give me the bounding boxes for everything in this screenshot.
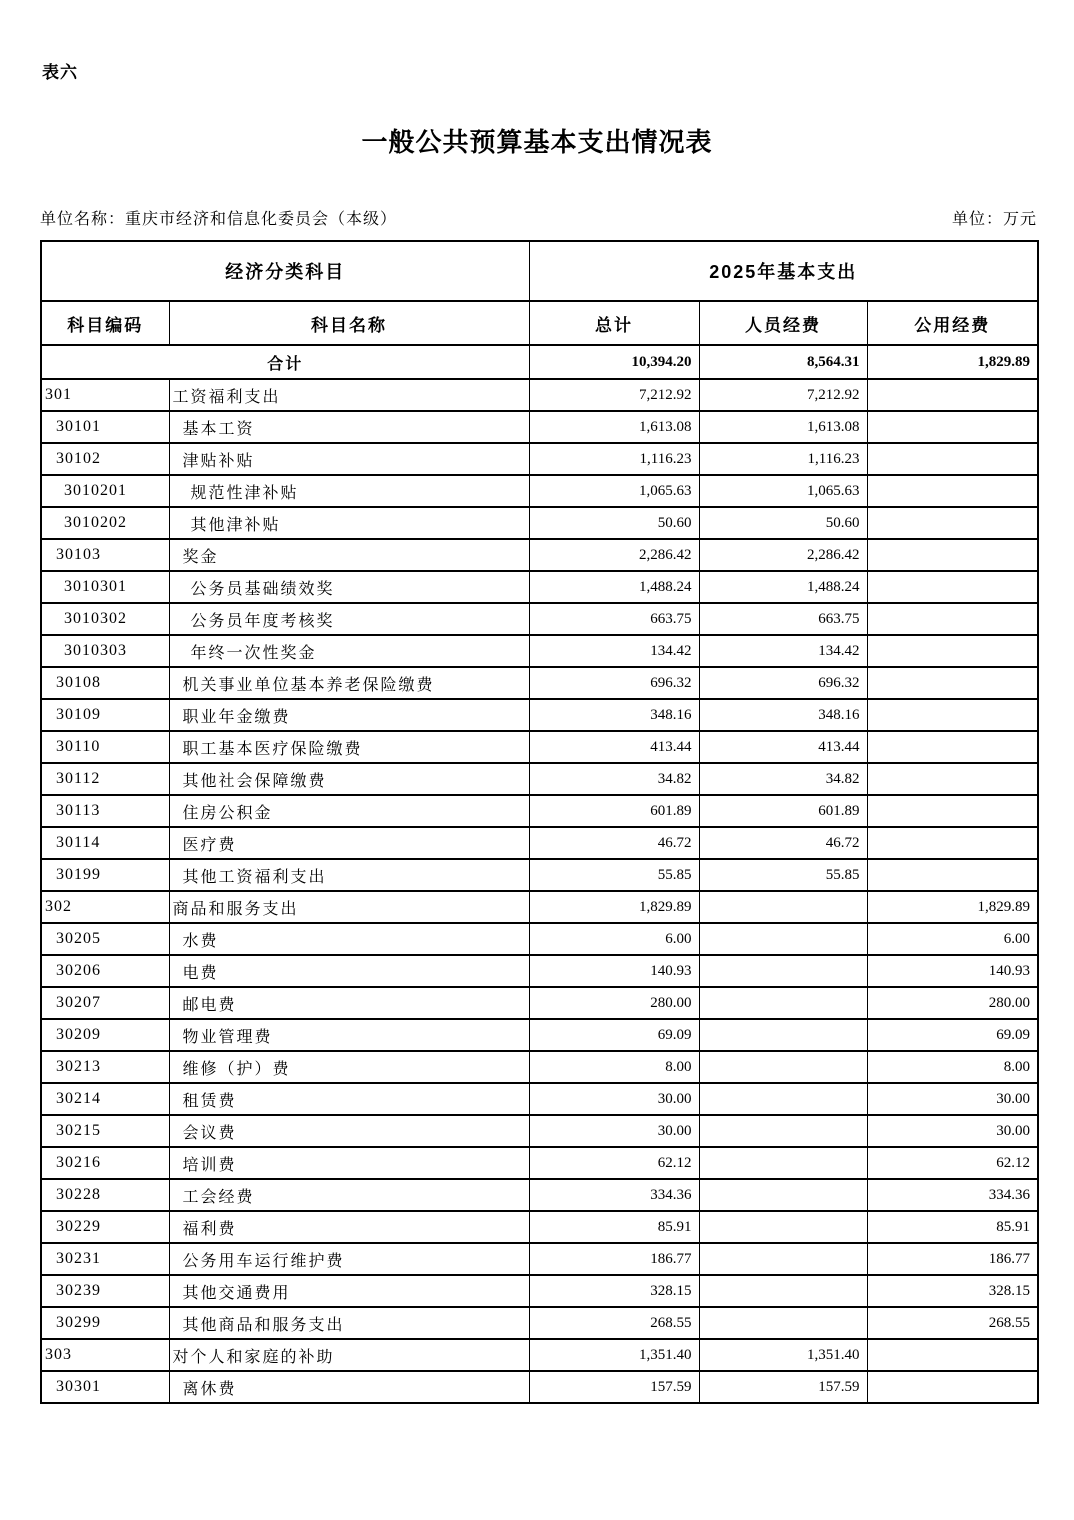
grand-total-label: 合计 [41,345,529,379]
cell-public-funds: 186.77 [867,1243,1038,1275]
cell-subject-name: 年终一次性奖金 [169,635,529,667]
cell-total: 30.00 [529,1115,699,1147]
cell-subject-code: 3010201 [41,475,169,507]
cell-total: 663.75 [529,603,699,635]
budget-table [40,240,1039,1404]
cell-personnel-funds: 663.75 [699,603,867,635]
cell-public-funds: 1,829.89 [867,891,1038,923]
cell-personnel-funds [699,1115,867,1147]
cell-public-funds [867,539,1038,571]
cell-subject-name: 津贴补贴 [169,443,529,475]
table-row [41,603,1038,635]
table-row [41,987,1038,1019]
cell-personnel-funds [699,1211,867,1243]
cell-total: 30.00 [529,1083,699,1115]
cell-public-funds [867,571,1038,603]
table-row [41,1211,1038,1243]
cell-total: 601.89 [529,795,699,827]
table-row [41,1019,1038,1051]
cell-public-funds: 85.91 [867,1211,1038,1243]
cell-subject-name: 工会经费 [169,1179,529,1211]
cell-public-funds [867,507,1038,539]
cell-personnel-funds [699,1179,867,1211]
cell-public-funds [867,411,1038,443]
table-row [41,635,1038,667]
cell-subject-code: 30114 [41,827,169,859]
cell-total: 85.91 [529,1211,699,1243]
column-header-total: 总计 [529,301,699,345]
cell-subject-code: 30109 [41,699,169,731]
cell-total: 55.85 [529,859,699,891]
cell-subject-name: 离休费 [169,1371,529,1403]
cell-personnel-funds [699,955,867,987]
cell-subject-name: 维修（护）费 [169,1051,529,1083]
cell-public-funds: 30.00 [867,1083,1038,1115]
cell-personnel-funds [699,1147,867,1179]
cell-public-funds [867,475,1038,507]
cell-personnel-funds: 413.44 [699,731,867,763]
cell-total: 62.12 [529,1147,699,1179]
cell-public-funds [867,1339,1038,1371]
table-row [41,507,1038,539]
cell-personnel-funds [699,987,867,1019]
cell-subject-code: 30239 [41,1275,169,1307]
cell-subject-code: 30199 [41,859,169,891]
cell-subject-code: 30231 [41,1243,169,1275]
cell-subject-name: 其他社会保障缴费 [169,763,529,795]
header-column-row [41,301,1038,345]
cell-subject-name: 会议费 [169,1115,529,1147]
cell-personnel-funds: 1,488.24 [699,571,867,603]
page-title: 一般公共预算基本支出情况表 [361,128,713,157]
cell-total: 2,286.42 [529,539,699,571]
cell-public-funds: 334.36 [867,1179,1038,1211]
cell-public-funds: 280.00 [867,987,1038,1019]
cell-public-funds [867,443,1038,475]
cell-personnel-funds: 7,212.92 [699,379,867,411]
table-row [41,475,1038,507]
cell-subject-name: 租赁费 [169,1083,529,1115]
header-group-row [41,241,1038,301]
cell-subject-name: 水费 [169,923,529,955]
cell-subject-code: 30112 [41,763,169,795]
cell-subject-name: 其他工资福利支出 [169,859,529,891]
cell-subject-code: 30102 [41,443,169,475]
cell-subject-code: 301 [41,379,169,411]
cell-personnel-funds: 134.42 [699,635,867,667]
table-row [41,667,1038,699]
cell-subject-code: 303 [41,1339,169,1371]
column-header-subject-name: 科目名称 [169,301,529,345]
column-header-public-funds: 公用经费 [867,301,1038,345]
table-row [41,1179,1038,1211]
cell-subject-name: 奖金 [169,539,529,571]
cell-personnel-funds: 601.89 [699,795,867,827]
cell-personnel-funds: 696.32 [699,667,867,699]
cell-subject-name: 工资福利支出 [169,379,529,411]
unit-name-label: 单位名称： [40,211,126,228]
cell-total: 50.60 [529,507,699,539]
cell-public-funds [867,763,1038,795]
cell-subject-code: 30103 [41,539,169,571]
cell-subject-name: 电费 [169,955,529,987]
grand-total-total: 10,394.20 [529,345,699,379]
cell-personnel-funds [699,1083,867,1115]
table-row [41,1275,1038,1307]
cell-subject-code: 3010202 [41,507,169,539]
cell-public-funds [867,603,1038,635]
cell-personnel-funds [699,1307,867,1339]
table-row [41,731,1038,763]
cell-total: 34.82 [529,763,699,795]
table-row [41,571,1038,603]
cell-subject-name: 职工基本医疗保险缴费 [169,731,529,763]
cell-personnel-funds: 46.72 [699,827,867,859]
cell-total: 1,488.24 [529,571,699,603]
cell-total: 157.59 [529,1371,699,1403]
cell-personnel-funds: 50.60 [699,507,867,539]
cell-public-funds [867,1371,1038,1403]
cell-total: 280.00 [529,987,699,1019]
cell-personnel-funds: 157.59 [699,1371,867,1403]
table-row [41,859,1038,891]
cell-personnel-funds: 348.16 [699,699,867,731]
cell-total: 8.00 [529,1051,699,1083]
cell-total: 1,065.63 [529,475,699,507]
cell-public-funds [867,667,1038,699]
cell-public-funds: 328.15 [867,1275,1038,1307]
cell-personnel-funds [699,1275,867,1307]
table-row [41,411,1038,443]
table-row [41,443,1038,475]
header-economic-classification: 经济分类科目 [41,241,529,301]
cell-subject-name: 邮电费 [169,987,529,1019]
grand-total-public: 1,829.89 [867,345,1038,379]
cell-subject-code: 3010303 [41,635,169,667]
table-row [41,379,1038,411]
unit-name [40,206,397,229]
cell-public-funds [867,859,1038,891]
cell-subject-name: 公务用车运行维护费 [169,1243,529,1275]
table-row [41,1339,1038,1371]
cell-subject-code: 302 [41,891,169,923]
cell-total: 328.15 [529,1275,699,1307]
currency-unit-label: 单位：万元 [951,211,1037,228]
cell-public-funds: 30.00 [867,1115,1038,1147]
unit-name-value: 重庆市经济和信息化委员会（本级） [125,211,398,228]
cell-subject-name: 福利费 [169,1211,529,1243]
cell-total: 46.72 [529,827,699,859]
cell-subject-code: 30113 [41,795,169,827]
cell-subject-code: 30108 [41,667,169,699]
cell-subject-code: 30214 [41,1083,169,1115]
column-header-subject-code: 科目编码 [41,301,169,345]
table-row [41,1115,1038,1147]
table-row [41,923,1038,955]
cell-subject-code: 3010302 [41,603,169,635]
cell-public-funds [867,699,1038,731]
table-row [41,539,1038,571]
table-row [41,1083,1038,1115]
cell-public-funds: 140.93 [867,955,1038,987]
cell-subject-code: 30110 [41,731,169,763]
cell-personnel-funds [699,1243,867,1275]
cell-public-funds [867,827,1038,859]
cell-subject-code: 30216 [41,1147,169,1179]
cell-subject-name: 职业年金缴费 [169,699,529,731]
cell-subject-code: 30215 [41,1115,169,1147]
cell-subject-name: 医疗费 [169,827,529,859]
cell-subject-name: 公务员年度考核奖 [169,603,529,635]
table-row [41,763,1038,795]
table-row [41,1371,1038,1403]
cell-subject-name: 培训费 [169,1147,529,1179]
subtitle-row [40,206,1037,229]
cell-total: 1,116.23 [529,443,699,475]
cell-public-funds [867,635,1038,667]
table-row [41,827,1038,859]
table-row [41,891,1038,923]
table-row [41,1307,1038,1339]
cell-total: 334.36 [529,1179,699,1211]
cell-public-funds: 8.00 [867,1051,1038,1083]
cell-personnel-funds: 1,613.08 [699,411,867,443]
cell-personnel-funds: 2,286.42 [699,539,867,571]
cell-subject-name: 其他交通费用 [169,1275,529,1307]
cell-subject-name: 公务员基础绩效奖 [169,571,529,603]
cell-total: 69.09 [529,1019,699,1051]
cell-subject-code: 3010301 [41,571,169,603]
cell-total: 348.16 [529,699,699,731]
cell-subject-name: 基本工资 [169,411,529,443]
cell-subject-code: 30301 [41,1371,169,1403]
cell-subject-code: 30229 [41,1211,169,1243]
grand-total-row [41,345,1038,379]
cell-subject-name: 住房公积金 [169,795,529,827]
table-row [41,1147,1038,1179]
table-number-label: 表六 [42,63,78,82]
cell-subject-name: 规范性津补贴 [169,475,529,507]
table-row [41,699,1038,731]
cell-subject-name: 物业管理费 [169,1019,529,1051]
cell-personnel-funds [699,1051,867,1083]
header-2025-basic-expenditure: 2025年基本支出 [529,241,1038,301]
table-row [41,795,1038,827]
cell-public-funds [867,731,1038,763]
cell-subject-code: 30206 [41,955,169,987]
table-body [41,345,1038,1403]
cell-public-funds: 268.55 [867,1307,1038,1339]
cell-personnel-funds: 55.85 [699,859,867,891]
cell-subject-name: 其他津补贴 [169,507,529,539]
cell-personnel-funds [699,1019,867,1051]
cell-total: 268.55 [529,1307,699,1339]
cell-total: 1,351.40 [529,1339,699,1371]
cell-public-funds [867,379,1038,411]
grand-total-personnel: 8,564.31 [699,345,867,379]
cell-total: 696.32 [529,667,699,699]
cell-subject-code: 30205 [41,923,169,955]
cell-total: 7,212.92 [529,379,699,411]
cell-total: 6.00 [529,923,699,955]
cell-total: 1,613.08 [529,411,699,443]
cell-personnel-funds: 1,116.23 [699,443,867,475]
cell-subject-code: 30209 [41,1019,169,1051]
cell-subject-code: 30213 [41,1051,169,1083]
cell-personnel-funds [699,923,867,955]
table-row [41,1243,1038,1275]
cell-subject-name: 其他商品和服务支出 [169,1307,529,1339]
table-row [41,955,1038,987]
cell-public-funds: 69.09 [867,1019,1038,1051]
cell-subject-code: 30207 [41,987,169,1019]
cell-personnel-funds [699,891,867,923]
cell-subject-code: 30228 [41,1179,169,1211]
cell-subject-code: 30299 [41,1307,169,1339]
cell-public-funds: 62.12 [867,1147,1038,1179]
cell-personnel-funds: 34.82 [699,763,867,795]
cell-total: 1,829.89 [529,891,699,923]
cell-subject-name: 对个人和家庭的补助 [169,1339,529,1371]
cell-total: 413.44 [529,731,699,763]
cell-subject-code: 30101 [41,411,169,443]
cell-total: 186.77 [529,1243,699,1275]
cell-public-funds: 6.00 [867,923,1038,955]
cell-total: 134.42 [529,635,699,667]
cell-subject-name: 商品和服务支出 [169,891,529,923]
column-header-personnel-funds: 人员经费 [699,301,867,345]
table-header [41,241,1038,345]
table-row [41,1051,1038,1083]
cell-subject-name: 机关事业单位基本养老保险缴费 [169,667,529,699]
cell-personnel-funds: 1,351.40 [699,1339,867,1371]
cell-public-funds [867,795,1038,827]
cell-total: 140.93 [529,955,699,987]
cell-personnel-funds: 1,065.63 [699,475,867,507]
